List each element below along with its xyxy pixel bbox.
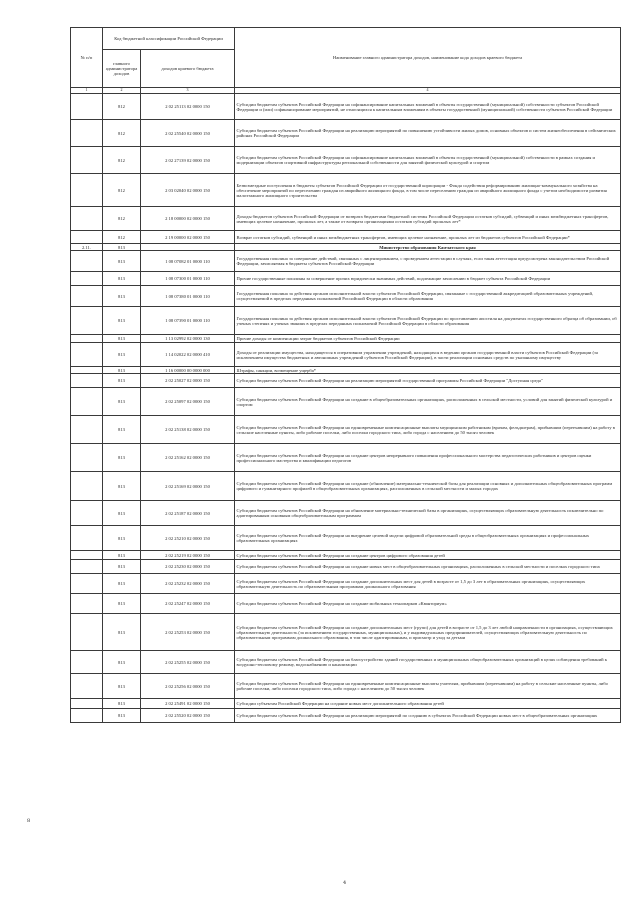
revenue-code: 2 02 25210 02 0000 150 <box>141 526 235 551</box>
admin-code: 812 <box>103 147 141 174</box>
table-row <box>71 501 621 526</box>
revenue-code: 2 02 25540 02 0000 150 <box>141 120 235 147</box>
revenue-code: 2 02 25520 02 0000 150 <box>141 709 235 723</box>
row-description: Субсидии бюджетам субъектов Российской Федерации на единовременные компенсационные выплаты медицинским работникам (врачам, фельдшерам), прибывшим (переехавшим) на работу в сельские населенные пункты, либо рабочие поселки, либо поселки городского типа, либо города с населением до 50 тысяч человек <box>235 416 621 444</box>
row-number <box>71 388 103 416</box>
row-number <box>71 614 103 651</box>
row-description: Субсидии бюджетам субъектов Российской Федерации на создание центров цифрового образования детей <box>235 551 621 560</box>
table-row <box>71 272 621 286</box>
revenue-code: 2 03 02040 02 0000 150 <box>141 174 235 207</box>
table-row <box>71 307 621 335</box>
row-description: Субсидии бюджетам субъектов Российской Федерации на софинансирование капитальных вложений в объекты государственной (муниципальной) собственности в рамках создания и модернизации объектов спортивной инфраструктуры региональной собственности для занятий физической культурой и спортом <box>235 147 621 174</box>
revenue-code: 2 02 25187 02 0000 150 <box>141 501 235 526</box>
revenue-code: 2 02 25253 02 0000 150 <box>141 614 235 651</box>
table-row <box>71 94 621 120</box>
row-number <box>71 444 103 472</box>
row-number <box>71 272 103 286</box>
table-row <box>71 416 621 444</box>
admin-code: 813 <box>103 551 141 560</box>
table-row <box>71 286 621 307</box>
column-index: 4 <box>235 88 621 94</box>
revenue-code: 1 16 00000 00 0000 000 <box>141 367 235 374</box>
row-number <box>71 207 103 231</box>
admin-code: 813 <box>103 560 141 574</box>
table-row <box>71 251 621 272</box>
header-num: № п/п <box>71 28 103 88</box>
row-description: Субсидии бюджетам субъектов Российской Федерации на создание центров непрерывного повышения профессионального мастерства педагогических работников и центров оценки профессионального мастерства и квалификации педагогов <box>235 444 621 472</box>
revenue-code: 2 02 27139 02 0000 150 <box>141 147 235 174</box>
ministry-row <box>71 244 621 251</box>
row-description: Прочие государственные пошлины за совершение прочих юридически значимых действий, подлежащие зачислению в бюджет субъекта Российской Федерации <box>235 272 621 286</box>
revenue-code: 1 08 07390 01 0000 110 <box>141 307 235 335</box>
table-row <box>71 709 621 723</box>
admin-code: 813 <box>103 614 141 651</box>
admin-code: 813 <box>103 526 141 551</box>
row-description: Субсидии бюджетам субъектов Российской Федерации на единовременные компенсационные выплаты учителям, прибывшим (переехавшим) на работу в сельские населенные пункты, либо рабочие поселки, либо поселки городского типа, либо города с населением до 50 тысяч человек <box>235 674 621 699</box>
table-row <box>71 574 621 594</box>
revenue-code: 2 02 25097 02 0000 150 <box>141 388 235 416</box>
row-number <box>71 367 103 374</box>
table-row <box>71 388 621 416</box>
row-description: Субсидии субъектам Российской Федерации на создание новых мест дополнительного образования детей <box>235 699 621 709</box>
row-description: Субсидии бюджетам субъектов Российской Федерации на реализацию мероприятий по созданию в субъектах Российской Федерации новых мест в общеобразовательных организациях <box>235 709 621 723</box>
row-number <box>71 147 103 174</box>
row-number <box>71 501 103 526</box>
page-number: 4 <box>343 880 347 886</box>
table-body <box>71 94 621 723</box>
row-number <box>71 560 103 574</box>
row-description: Субсидии бюджетам субъектов Российской Федерации на внедрение целевой модели цифровой образовательной среды в общеобразовательных организациях и профессиональных образовательных организациях <box>235 526 621 551</box>
admin-code: 813 <box>103 374 141 388</box>
revenue-code: 2 02 25491 02 0000 150 <box>141 699 235 709</box>
row-description: Безвозмездные поступления в бюджеты субъектов Российской Федерации от государственной корпорации - Фонда содействия реформированию жилищно-коммунального хозяйства на обеспечение мероприятий по переселению граждан из аварийного жилищного фонда, в том числе переселению граждан из аварийного жилищного фонда с учетом необходимости развития малоэтажного жилищного строительства <box>235 174 621 207</box>
admin-code: 812 <box>103 231 141 244</box>
table-row <box>71 231 621 244</box>
row-number <box>71 343 103 367</box>
revenue-code: 2 02 25169 02 0000 150 <box>141 472 235 501</box>
row-number <box>71 307 103 335</box>
table-row <box>71 594 621 614</box>
row-number <box>71 674 103 699</box>
admin-code: 813 <box>103 709 141 723</box>
row-number <box>71 231 103 244</box>
table-row <box>71 335 621 343</box>
table-row <box>71 526 621 551</box>
row-description: Субсидии бюджетам субъектов Российской Федерации на благоустройство зданий государственных и муниципальных общеобразовательных организаций в целях соблюдения требований к воздушно-тепловому режиму, водоснабжению и канализации <box>235 651 621 674</box>
revenue-code: 2 02 25247 02 0000 150 <box>141 594 235 614</box>
table-row <box>71 614 621 651</box>
row-description: Возврат остатков субсидий, субвенций и иных межбюджетных трансфертов, имеющих целевое назначение, прошлых лет из бюджетов субъектов Российской Федерации* <box>235 231 621 244</box>
row-description: Министерство образования Камчатского края <box>235 244 621 251</box>
revenue-code: 2 19 00000 02 0000 150 <box>141 231 235 244</box>
header-classification: Код бюджетной классификации Российской Федерации <box>103 28 235 50</box>
revenue-code <box>141 244 235 251</box>
column-index: 1 <box>71 88 103 94</box>
column-index: 2 <box>103 88 141 94</box>
revenue-code: 2 02 25138 02 0000 150 <box>141 416 235 444</box>
admin-code: 813 <box>103 286 141 307</box>
row-number: 2.11. <box>71 244 103 251</box>
row-number <box>71 594 103 614</box>
row-description: Субсидии бюджетам субъектов Российской Федерации на создание (обновление) материально-технической базы для реализации основных и дополнительных общеобразовательных программ цифрового и гуманитарного профилей в общеобразовательных организациях, расположенных в сельской местности и малых городах <box>235 472 621 501</box>
header-row-top <box>71 28 621 50</box>
admin-code: 813 <box>103 651 141 674</box>
revenue-code: 2 02 25027 02 0000 150 <box>141 374 235 388</box>
row-number <box>71 251 103 272</box>
admin-code: 813 <box>103 472 141 501</box>
row-description: Доходы от реализации имущества, находящегося в оперативном управлении учреждений, находящихся в ведении органов государственной власти субъектов Российской Федерации (за исключением имущества бюджетных и автономных учреждений субъектов Российской Федерации), в части реализации основных средств по указанному имуществу <box>235 343 621 367</box>
row-number <box>71 699 103 709</box>
admin-code: 813 <box>103 444 141 472</box>
table-row <box>71 207 621 231</box>
table-row <box>71 444 621 472</box>
revenue-code: 2 02 25232 02 0000 150 <box>141 574 235 594</box>
row-description: Субсидии бюджетам субъектов Российской Федерации на создание дополнительных мест для детей в возрасте от 1,5 до 3 лет в образовательных организациях, осуществляющих образовательную деятельность по образовательным программам дошкольного образования <box>235 574 621 594</box>
revenue-code: 2 18 00000 02 0000 150 <box>141 207 235 231</box>
row-number <box>71 651 103 674</box>
table-row <box>71 699 621 709</box>
admin-code: 812 <box>103 120 141 147</box>
row-description: Субсидии бюджетам субъектов Российской Федерации на реализацию мероприятий государственной программы Российской Федерации "Доступная среда" <box>235 374 621 388</box>
row-description: Субсидии бюджетам субъектов Российской Федерации на софинансирование капитальных вложений в объекты государственной (муниципальной) собственности субъектов Российской Федерации и (или) софинансирование мероприятий, не относящихся к капитальным вложениям в объекты государственной (муниципальной) собственности субъектов Российской Федерации <box>235 94 621 120</box>
admin-code: 813 <box>103 244 141 251</box>
row-description: Доходы бюджетов субъектов Российской Федерации от возврата бюджетами бюджетной системы Российской Федерации остатков субсидий, субвенций и иных межбюджетных трансфертов, имеющих целевое назначение, прошлых лет, а также от возврата организациями остатков субсидий прошлых лет* <box>235 207 621 231</box>
row-description: Субсидии бюджетам субъектов Российской Федерации на создание в общеобразовательных организациях, расположенных в сельской местности, условий для занятий физической культурой и спортом <box>235 388 621 416</box>
table-row <box>71 343 621 367</box>
admin-code: 812 <box>103 174 141 207</box>
revenue-code-table <box>70 27 621 723</box>
header-name: Наименование главного администратора доходов, наименование кода доходов краевого бюджета <box>235 28 621 88</box>
row-description: Штрафы, санкции, возмещение ущерба* <box>235 367 621 374</box>
admin-code: 813 <box>103 251 141 272</box>
revenue-code: 1 13 02992 02 0000 130 <box>141 335 235 343</box>
row-description: Субсидии бюджетам субъектов Российской Федерации на создание новых мест в общеобразовательных организациях, расположенных в сельской местности и поселках городского типа <box>235 560 621 574</box>
row-description: Государственная пошлина за действия органов исполнительной власти субъектов Российской Федерации по проставлению апостиля на документах государственного образца об образовании, об ученых степенях и ученых званиях в пределах переданных полномочий Российской Федерации в области образования <box>235 307 621 335</box>
table-row <box>71 367 621 374</box>
row-number <box>71 416 103 444</box>
table-row <box>71 120 621 147</box>
revenue-code: 1 08 07082 01 0000 110 <box>141 251 235 272</box>
admin-code: 813 <box>103 307 141 335</box>
revenue-code: 1 14 02022 02 0000 410 <box>141 343 235 367</box>
table-row <box>71 174 621 207</box>
admin-code: 813 <box>103 674 141 699</box>
row-number <box>71 335 103 343</box>
row-number <box>71 286 103 307</box>
admin-code: 813 <box>103 574 141 594</box>
row-description: Государственная пошлина за действия органов исполнительной власти субъектов Российской Федерации, связанные с государственной аккредитацией образовательных учреждений, осуществляемой в пределах переданных полномочий Российской Федерации в области образования <box>235 286 621 307</box>
revenue-code: 2 02 25113 02 0000 150 <box>141 94 235 120</box>
row-description: Субсидии бюджетам субъектов Российской Федерации на создание дополнительных мест (групп) для детей в возрасте от 1,5 до 3 лет любой направленности в организациях, осуществляющих образовательную деятельность (за исключением государственных, муниципальных), и у индивидуальных предпринимателей, осуществляющих образовательную деятельность по образовательным программам дошкольного образования, в том числе адаптированным, и присмотр и уход за детьми <box>235 614 621 651</box>
row-number <box>71 374 103 388</box>
row-description: Субсидии бюджетам субъектов Российской Федерации на реализацию мероприятий по повышению устойчивости жилых домов, основных объектов и систем жизнеобеспечения в сейсмических районах Российской Федерации <box>235 120 621 147</box>
admin-code: 813 <box>103 501 141 526</box>
table-row <box>71 674 621 699</box>
row-description: Субсидии бюджетам субъектов Российской Федерации на создание мобильных технопарков «Кванториум» <box>235 594 621 614</box>
table-row <box>71 560 621 574</box>
table-row <box>71 472 621 501</box>
row-number <box>71 551 103 560</box>
column-index: 3 <box>141 88 235 94</box>
table-row <box>71 651 621 674</box>
admin-code: 813 <box>103 367 141 374</box>
admin-code: 812 <box>103 207 141 231</box>
admin-code: 812 <box>103 94 141 120</box>
revenue-code: 1 08 07300 01 0000 110 <box>141 272 235 286</box>
margin-mark: 8 <box>27 818 31 824</box>
admin-code: 813 <box>103 272 141 286</box>
table-row <box>71 147 621 174</box>
row-number <box>71 174 103 207</box>
revenue-code: 2 02 25162 02 0000 150 <box>141 444 235 472</box>
header-admin: главного администратора доходов <box>103 50 141 88</box>
admin-code: 813 <box>103 388 141 416</box>
admin-code: 813 <box>103 335 141 343</box>
row-number <box>71 472 103 501</box>
revenue-code: 2 02 25256 02 0000 150 <box>141 674 235 699</box>
row-description: Прочие доходы от компенсации затрат бюджетов субъектов Российской Федерации <box>235 335 621 343</box>
row-description: Государственная пошлина за совершение действий, связанных с лицензированием, с проведением аттестации в случаях, если такая аттестация предусмотрена законодательством Российской Федерации, зачисляемая в бюджеты субъектов Российской Федерации <box>235 251 621 272</box>
admin-code: 813 <box>103 416 141 444</box>
row-description: Субсидии бюджетам субъектов Российской Федерации на обновление материально-технической базы в организациях, осуществляющих образовательную деятельность исключительно по адаптированным основным общеобразовательным программам <box>235 501 621 526</box>
revenue-code: 2 02 25219 02 0000 150 <box>141 551 235 560</box>
row-number <box>71 574 103 594</box>
admin-code: 813 <box>103 594 141 614</box>
admin-code: 813 <box>103 699 141 709</box>
row-number <box>71 120 103 147</box>
revenue-code: 2 02 25230 02 0000 150 <box>141 560 235 574</box>
table-row <box>71 374 621 388</box>
row-number <box>71 709 103 723</box>
admin-code: 813 <box>103 343 141 367</box>
table-row <box>71 551 621 560</box>
row-number <box>71 94 103 120</box>
row-number <box>71 526 103 551</box>
revenue-code: 1 08 07380 01 0000 110 <box>141 286 235 307</box>
revenue-code: 2 02 25255 02 0000 150 <box>141 651 235 674</box>
header-revenue: доходов краевого бюджета <box>141 50 235 88</box>
